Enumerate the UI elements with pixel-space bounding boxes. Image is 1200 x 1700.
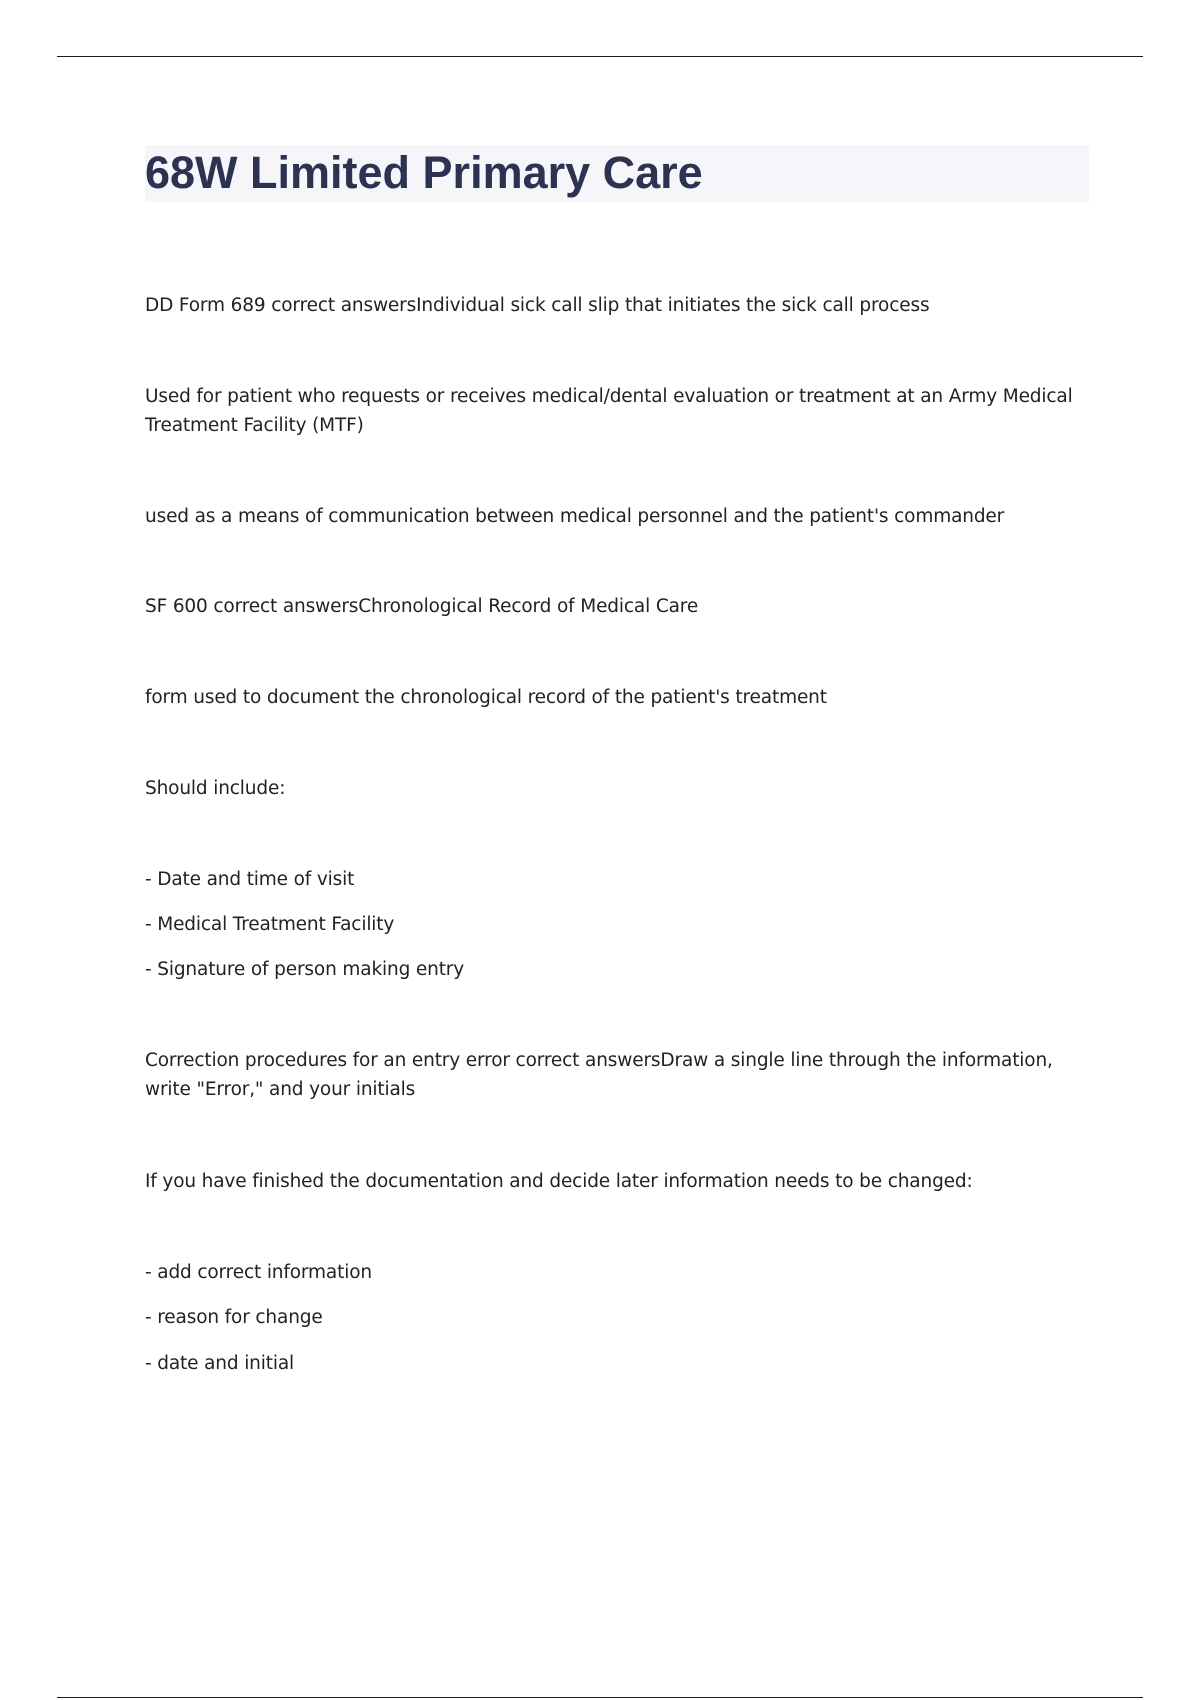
paragraph-should-include: Should include:	[145, 778, 286, 799]
list-item: - Date and time of visit	[145, 869, 355, 890]
paragraph-dd-form-689: DD Form 689 correct answersIndividual sick call slip that initiates the sick call process	[145, 295, 930, 316]
paragraph-later-changes: If you have finished the documentation and decide later information needs to be changed:	[145, 1171, 973, 1192]
top-rule	[57, 56, 1143, 57]
list-item: - Medical Treatment Facility	[145, 914, 395, 935]
paragraph-communication: used as a means of communication between medical personnel and the patient's commander	[145, 506, 1005, 527]
list-item: - Signature of person making entry	[145, 959, 465, 980]
page-title: 68W Limited Primary Care	[145, 147, 703, 198]
list-item: - add correct information	[145, 1262, 372, 1283]
paragraph-chronological-record: form used to document the chronological record of the patient's treatment	[145, 687, 827, 708]
paragraph-patient-usage: Used for patient who requests or receives medical/dental evaluation or treatment at an Army Medical Treatment Facility (MTF)	[145, 386, 1073, 436]
list-item: - reason for change	[145, 1307, 323, 1328]
paragraph-sf-600: SF 600 correct answersChronological Record of Medical Care	[145, 596, 699, 617]
bottom-rule	[57, 1697, 1143, 1698]
list-item: - date and initial	[145, 1353, 295, 1374]
paragraph-correction-procedures: Correction procedures for an entry error correct answersDraw a single line through the information, write "Error," and your initials	[145, 1050, 1053, 1100]
